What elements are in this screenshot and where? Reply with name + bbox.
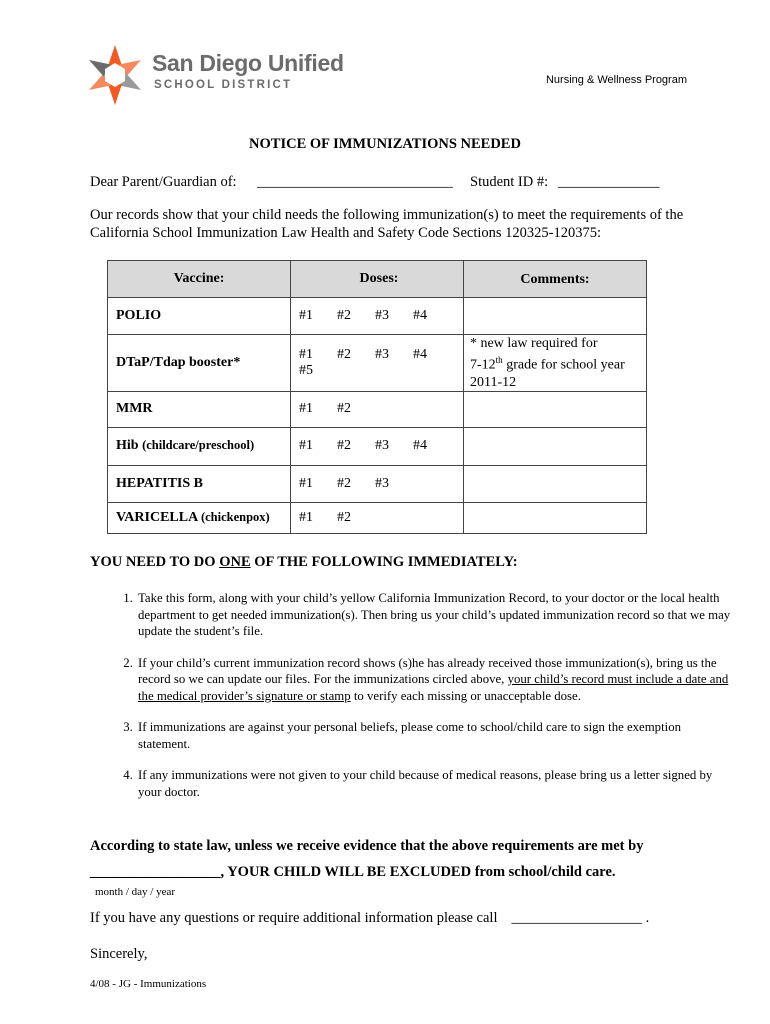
dose: #2 xyxy=(337,401,351,417)
dose: #1 xyxy=(299,308,313,323)
org-name: San Diego Unified xyxy=(152,50,344,76)
comment-cell xyxy=(464,391,647,427)
item-emphasis: your child’s record must include a date and the medical provider’s signature or stamp xyxy=(138,672,729,703)
comment-cell xyxy=(464,298,647,335)
vaccine-name xyxy=(108,502,291,533)
dose: #1 xyxy=(299,438,313,454)
dose: #5 xyxy=(299,362,313,378)
dose: #3 xyxy=(375,346,389,362)
phone-blank: __________________ . xyxy=(511,910,650,926)
dose-list xyxy=(291,335,464,392)
dose: #1 xyxy=(299,475,313,491)
salutation-label: Dear Parent/Guardian of: xyxy=(90,174,237,190)
dose-list xyxy=(291,391,464,427)
intro-paragraph: Our records show that your child needs the following immunization(s) to meet the requirements of the California School Immunization Law Health and Safety Code Sections 120325-120375: xyxy=(90,207,684,241)
dose: #4 xyxy=(413,438,427,454)
page-title: NOTICE OF IMMUNIZATIONS NEEDED xyxy=(249,136,521,152)
heading-text: OF THE FOLLOWING IMMEDIATELY: xyxy=(250,554,518,570)
list-item: 1. Take this form, along with your child’s yellow California Immunization Record, to your doctor or the local health department to get needed immunization(s). Then bring us your child’s updated immunization record so that we may update the student’s file. xyxy=(136,590,736,640)
dose-list xyxy=(291,427,464,465)
dose: #3 xyxy=(375,438,389,454)
dose: #2 xyxy=(337,438,351,454)
dose-list xyxy=(291,502,464,533)
comment-text: 2011-12 xyxy=(470,374,517,390)
org-subtitle: SCHOOL DISTRICT xyxy=(154,79,293,91)
dose: #2 xyxy=(337,346,351,362)
closing: Sincerely, xyxy=(90,946,148,962)
comment-text: * new law required for xyxy=(470,336,598,351)
student-id-blank: ______________ xyxy=(558,174,660,190)
dose: #1 xyxy=(299,346,313,362)
vaccine-qualifier: (chickenpox) xyxy=(200,509,270,524)
dose-list xyxy=(291,465,464,502)
table-row xyxy=(108,465,647,502)
dose: #2 xyxy=(337,509,351,525)
header-vaccine: Vaccine: xyxy=(108,261,291,298)
instructions-heading xyxy=(90,554,518,571)
immunization-table xyxy=(107,260,647,534)
warning-line-1: According to state law, unless we receive evidence that the above requirements are met by xyxy=(90,838,644,854)
header-doses: Doses: xyxy=(291,261,464,298)
warning-line-2: __________________, YOUR CHILD WILL BE EXCLUDED from school/child care. xyxy=(90,864,616,880)
table-row xyxy=(108,427,647,465)
vaccine-name: MMR xyxy=(108,391,291,427)
vaccine-qualifier: (childcare/preschool) xyxy=(142,438,255,453)
program-name: Nursing & Wellness Program xyxy=(545,74,687,86)
dose: #1 xyxy=(299,509,313,525)
header-comments: Comments: xyxy=(464,261,647,298)
dose: #4 xyxy=(413,308,427,323)
instructions-list xyxy=(90,590,736,815)
vaccine-label: Hib xyxy=(116,438,139,454)
questions-text: If you have any questions or require additional information please call xyxy=(90,910,498,926)
vaccine-name xyxy=(108,427,291,465)
vaccine-label: VARICELLA xyxy=(116,509,198,525)
list-item: 4. If any immunizations were not given to your child because of medical reasons, please bring us a letter signed by your doctor. xyxy=(136,767,736,800)
child-name-blank: ___________________________ xyxy=(257,174,453,190)
dose: #2 xyxy=(337,475,351,491)
date-hint: month / day / year xyxy=(95,886,176,898)
item-text: to verify each missing or unacceptable dose. xyxy=(350,688,581,703)
table-row xyxy=(108,335,647,392)
table-row xyxy=(108,391,647,427)
list-item: 3. If immunizations are against your personal beliefs, please come to school/child care to sign the exemption statement. xyxy=(136,719,736,752)
questions-line xyxy=(90,910,649,927)
footer-code: 4/08 - JG - Immunizations xyxy=(90,978,207,990)
vaccine-name: DTaP/Tdap booster* xyxy=(108,335,291,392)
heading-text: YOU NEED TO DO xyxy=(90,554,220,570)
dose: #3 xyxy=(375,475,389,491)
table-row xyxy=(108,298,647,335)
list-item xyxy=(136,655,736,705)
vaccine-name: HEPATITIS B xyxy=(108,465,291,502)
dose: #3 xyxy=(375,308,389,323)
comment-cell xyxy=(464,502,647,533)
star-logo-icon xyxy=(84,44,146,106)
comment-cell xyxy=(464,427,647,465)
heading-emphasis: ONE xyxy=(219,554,251,570)
comment-text: 7-12 xyxy=(470,357,496,373)
dose: #1 xyxy=(299,401,313,417)
comment-cell xyxy=(464,335,647,392)
dose-list xyxy=(291,298,464,335)
table-header-row xyxy=(108,261,647,298)
dose: #2 xyxy=(337,308,351,323)
item-text: If your child’s current immunization record shows (s)he has already received those immunization(s), bring us the record so we can update our files. For the immunizations circled above, xyxy=(138,655,717,686)
table-row xyxy=(108,502,647,533)
comment-text: grade for school year xyxy=(502,357,625,373)
comment-sup: th xyxy=(495,355,503,365)
dose: #4 xyxy=(413,346,427,362)
vaccine-name: POLIO xyxy=(108,298,291,335)
comment-cell xyxy=(464,465,647,502)
student-id-label: Student ID #: xyxy=(470,174,549,190)
